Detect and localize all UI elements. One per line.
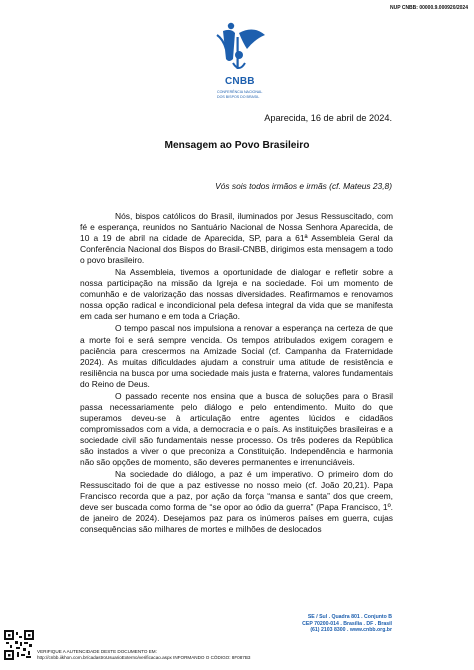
paragraph: Nós, bispos católicos do Brasil, iluminados por Jesus Ressuscitado, com fé e esperança, reunidos no Santuário Nacional de Nossa Senhora Aparecida, de 10 a 19 de abril na cidade de Aparecida, SP, para a 61ª Assembleia Geral da Conferência Nacional dos Bispos do Brasil-CNBB, dirigimos esta mensagem a todo o povo brasileiro. — [80, 211, 393, 266]
address-line: (61) 2103 8300 . www.cnbb.org.br — [310, 627, 392, 634]
logo-subtitle: CONFERÊNCIA NACIONAL DOS BISPOS DO BRASIL — [217, 90, 263, 99]
document-title: Mensagem ao Povo Brasileiro — [164, 140, 310, 151]
paragraph: Na sociedade do diálogo, a paz é um imperativo. O primeiro dom do Ressuscitado foi de que a paz estivesse no nosso meio (cf. João 20,21). Papa Francisco recorda que a paz, por ação da força “mansa e santa” dos que creem, deve ser buscada como forma de “se opor ao ódio da guerra” (Papa Francisco, 1º. de janeiro de 2024). Desejamos paz para os inúmeros países em guerra, cujas consequências são milhares de mortes e milhões de deslocados — [80, 469, 393, 535]
qr-code-icon — [4, 630, 34, 660]
paragraph: O tempo pascal nos impulsiona a renovar a esperança na certeza de que a morte foi e será sempre vencida. Os tempos atribulados exigem coragem e paciência para crescermos na Amizade Social (cf. Campanha da Fraternidade 2024). As muitas dificuldades ajudam a construir uma atitude de resistência e resiliência na busca por uma sociedade mais justa e fraterna, valores fundamentais do Reino de Deus. — [80, 323, 393, 389]
address-line: CEP 70200-014 . Brasília . DF . Brasil — [302, 620, 392, 627]
address-line: SE / Sul . Quadra 801 . Conjunto B — [307, 614, 392, 620]
paragraph: O passado recente nos ensina que a busca de soluções para o Brasil passa necessariamente pelo diálogo e pelo entendimento. Muito do que superamos deveu-se à articulação entre agentes lúcidos e cidadãos compromissados com a vida, a democracia e o país. As instituições brasileiras e a sociedade civil são fundamentais nesse processo. Os três poderes da República são instados a viver o que preconiza a Constituição. Independência e harmonia não são opções de momento, são deveres permanentes e irrenunciáveis. — [80, 390, 393, 468]
verification-label: VERIFIQUE A AUTENCIDADE DESTE DOCUMENTO EM: — [37, 649, 157, 654]
verification-url[interactable]: http://cnbb.iikhon.com.br/cadastroUsuarioExterno/verificacao.aspx INFORMANDO O CÓDIGO: 8F087B3 — [37, 655, 251, 660]
nup-number: NUP CNBB: 00000.9.000920/2024 — [389, 5, 468, 11]
logo-name: CNBB — [225, 76, 255, 87]
document-date: Aparecida, 16 de abril de 2024. — [264, 113, 392, 123]
verification-notice — [37, 649, 250, 661]
epigraph: Vós sois todos irmãos e irmãs (cf. Mateus 23,8) — [215, 181, 392, 191]
document-body — [80, 211, 393, 535]
cnbb-emblem-icon — [209, 19, 269, 77]
footer-address — [302, 614, 392, 634]
cnbb-logo — [209, 19, 269, 115]
paragraph: Na Assembleia, tivemos a oportunidade de dialogar e refletir sobre a nossa participação na missão da Igreja e na sociedade. Foi um momento de comunhão e de valorização das nossas diversidades. Reafirmamos e renovamos nossa opção radical e incondicional pela defesa integral da vida que se manifesta em cada ser humano e em toda a Criação. — [80, 267, 393, 322]
